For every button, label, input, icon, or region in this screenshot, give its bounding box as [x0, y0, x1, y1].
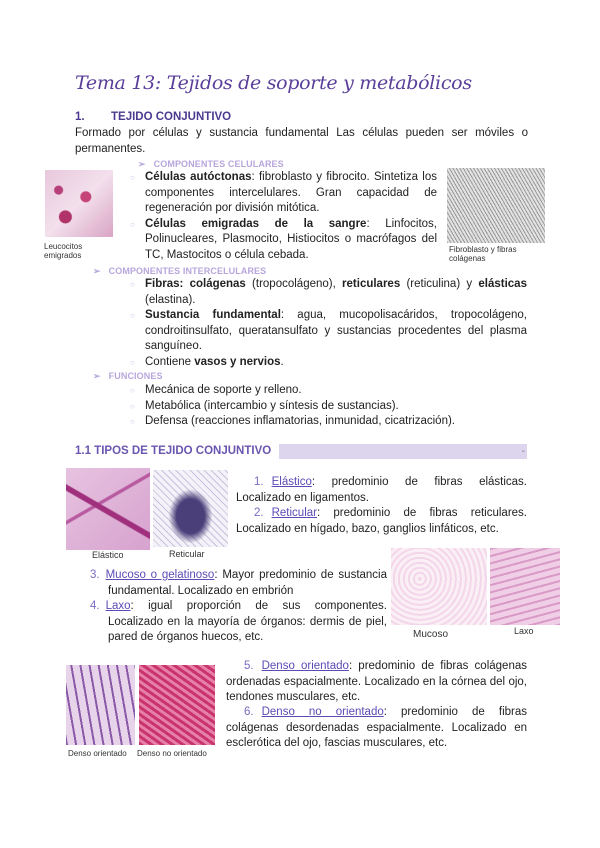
- item-number: 3.: [90, 569, 100, 581]
- tipo-link[interactable]: Mucoso o gelatinoso: [105, 569, 215, 581]
- list-item: ○ Mecánica de soporte y relleno.: [130, 383, 527, 399]
- item-text: (reticulina) y: [400, 278, 479, 290]
- subsection-heading: 1.1 TIPOS DE TEJIDO CONJUNTIVO: [75, 445, 272, 457]
- intercelulares-list: [130, 277, 527, 371]
- intro-paragraph: Formado por células y sustancia fundamental Las células pueden ser móviles o permanentes.: [75, 127, 528, 155]
- funciones-list: [130, 383, 527, 430]
- fibroblasto-image: [447, 168, 545, 243]
- laxo-caption: Laxo: [514, 626, 534, 636]
- section-heading: [75, 111, 231, 123]
- item-text: Contiene: [145, 355, 195, 368]
- item-text: .: [280, 355, 284, 368]
- item-term: elásticas: [478, 278, 527, 290]
- subheading-label: COMPONENTES CELULARES: [153, 159, 284, 169]
- subsection-heading-row: [75, 444, 527, 459]
- mucoso-caption: Mucoso: [413, 629, 449, 640]
- fibroblasto-caption: Fibroblasto y fibras colágenas: [449, 245, 517, 263]
- item-text: : agua, mucopolisacáridos, tropocolágeno, condroitinsulfato, queratansulfato y sustancias procedentes del plasma sanguíneo.: [145, 309, 527, 353]
- tipo-elastico: [236, 475, 527, 506]
- tipo-link[interactable]: Reticular: [271, 507, 317, 519]
- leucocitos-image: [45, 170, 113, 237]
- celulares-list: [130, 170, 437, 264]
- heading-bar: -: [279, 444, 527, 459]
- elastico-image: [66, 468, 150, 550]
- subheading-funciones: ➢ FUNCIONES: [93, 371, 163, 381]
- section-number: 1.: [75, 111, 85, 123]
- denso-orientado-caption: Denso orientado: [68, 749, 127, 758]
- item-text: : Mayor predominio de sustancia fundamental. Localizado en embrión: [108, 569, 388, 597]
- tipo-link[interactable]: Denso orientado: [261, 660, 349, 672]
- item-number: 5.: [244, 660, 254, 672]
- tipo-mucoso: [90, 568, 387, 599]
- item-text: : fibroblasto y fibrocito. Sintetiza los componentes intercelulares. Gran capacidad de regeneración por división mitótica.: [145, 171, 437, 215]
- list-item: [130, 170, 437, 217]
- item-number: 2.: [254, 507, 264, 519]
- reticular-caption: Reticular: [169, 549, 205, 559]
- denso-orientado-image: [66, 665, 135, 745]
- subheading-celulares: ➢ COMPONENTES CELULARES: [138, 159, 284, 169]
- item-text: : predominio de fibras reticulares. Localizado en hígado, bazo, ganglios linfáticos, etc.: [236, 507, 527, 535]
- tipo-link[interactable]: Elástico: [271, 476, 312, 488]
- list-item: [130, 277, 527, 308]
- reticular-image: [153, 470, 228, 547]
- list-item: [130, 217, 437, 264]
- subheading-label: FUNCIONES: [108, 371, 163, 381]
- tipo-laxo: [90, 599, 387, 646]
- tipo-reticular: [236, 506, 527, 537]
- item-number: 6.: [244, 706, 254, 718]
- item-term: Células autóctonas: [145, 171, 252, 183]
- item-text: : predominio de fibras elásticas. Localizado en ligamentos.: [236, 476, 527, 504]
- item-text: : igual proporción de sus componentes. Localizado en la mayoría de órganos: dermis de piel, pared de órganos huecos, etc.: [108, 600, 387, 644]
- laxo-image: [490, 548, 560, 625]
- tipo-link[interactable]: Denso no orientado: [261, 706, 384, 718]
- subheading-label: COMPONENTES INTERCELULARES: [108, 266, 267, 276]
- tipo-denso-no-orientado: [226, 705, 527, 752]
- item-text: : predominio de fibras colágenas desordenadas espacialmente. Localizado en esclerótica del ojo, fascias musculares, etc.: [226, 706, 527, 750]
- item-text: (tropocolágeno),: [245, 278, 343, 290]
- item-term: Células emigradas de la sangre: [145, 217, 367, 230]
- leucocitos-caption: Leucocitos emigrados: [44, 242, 83, 260]
- denso-no-orientado-image: [139, 665, 215, 745]
- denso-no-orientado-caption: Denso no orientado: [137, 749, 207, 758]
- item-number: 1.: [254, 476, 264, 488]
- subheading-intercelulares: ➢ COMPONENTES INTERCELULARES: [93, 266, 267, 276]
- item-term: Sustancia fundamental: [145, 309, 281, 322]
- item-text: (elastina).: [145, 293, 196, 306]
- item-number: 4.: [90, 600, 100, 612]
- item-term: colágenas: [189, 278, 246, 290]
- list-item: ○ Metabólica (intercambio y síntesis de sustancias).: [130, 399, 527, 415]
- item-text: : predominio de fibras colágenas ordenadas espacialmente. Localizado en la córnea del ojo, tendones musculares, etc.: [226, 660, 527, 704]
- elastico-caption: Elástico: [92, 550, 124, 560]
- list-item: ○ Defensa (reacciones inflamatorias, inmunidad, cicatrización).: [130, 414, 527, 430]
- item-term: vasos y nervios: [194, 355, 281, 368]
- list-item: [130, 355, 527, 371]
- mucoso-image: [391, 548, 487, 625]
- page-title: Tema 13: Tejidos de soporte y metabólicos: [75, 72, 472, 94]
- item-term: Fibras:: [145, 278, 184, 290]
- item-text: : Linfocitos, Polinucleares, Plasmocito, Histiocitos o macrófagos del TC, Mastocitos o célula cebada.: [145, 217, 437, 261]
- list-item: [130, 308, 527, 355]
- tipo-link[interactable]: Laxo: [105, 600, 131, 612]
- tipo-denso-orientado: [226, 659, 527, 706]
- item-term: reticulares: [342, 278, 401, 290]
- section-title: TEJIDO CONJUNTIVO: [111, 111, 232, 123]
